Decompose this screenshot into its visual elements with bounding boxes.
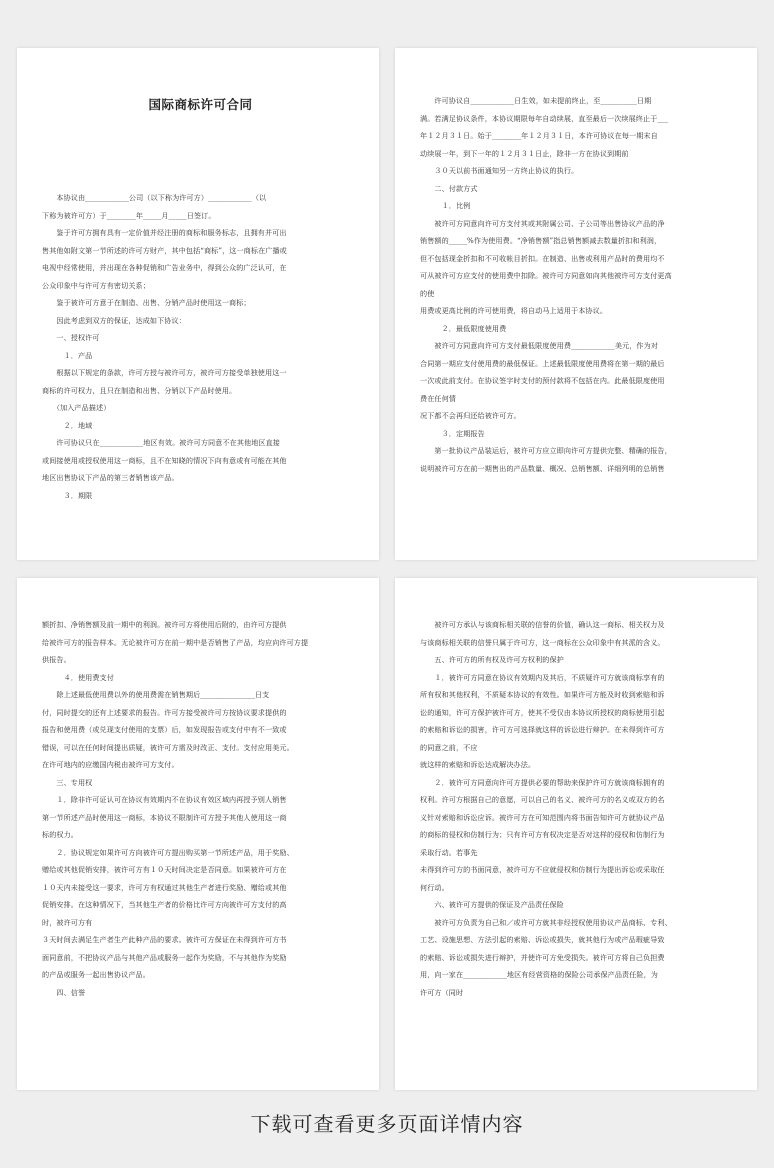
- text-line: ３．期限: [42, 490, 93, 500]
- text-line: 的产品或服务一起出售协议产品。: [42, 970, 150, 979]
- text-line: 第一节所述产品时使用这一商标，本协议不限制许可方授予其他人使用这一商: [42, 812, 287, 822]
- document-page-4: [395, 578, 757, 1090]
- text-line: ２．最低限度使用费: [420, 323, 507, 333]
- text-line: 被许可方同意向许可方支付其或其附属公司、子公司等出售协议产品的净: [420, 218, 665, 228]
- text-line: 工艺、设施思想、方法引起的索赔、诉讼或损失，就其他行为或产品瑕疵导致: [420, 935, 665, 944]
- text-line: 被许可方同意向许可方支付最低限度使用费____________美元，作为对: [420, 341, 658, 350]
- text-line: 的同意之前，不应: [420, 742, 478, 752]
- text-line: 年１２月３１日。始于________年１２月３１日，本许可协议在每一期末自: [420, 131, 658, 140]
- text-line: 的索赔和诉讼的损害，许可方可选择就这样的诉讼进行辩护。在未得到许可方: [420, 725, 665, 734]
- text-line: 或间接使用或授权使用这一商标，且不在知晓的情况下向有意或有可能在其他: [42, 455, 287, 465]
- text-line: ２．协议规定如果许可方向被许可方提出购买第一节所述产品，用于奖励、: [42, 847, 294, 857]
- text-line: 的索赔、诉讼或损失进行辩护，并使许可方免受损失。被许可方将自己负担费: [420, 952, 665, 962]
- text-line: １．除非许可证认可在协议有效期内不在协议有效区域内再授予别人销售: [42, 795, 287, 804]
- text-line: 电视中经常使用，并出现在各种促销和广告业务中，得到公众的广泛认可，在: [42, 263, 287, 272]
- document-title: 国际商标许可合同: [148, 97, 253, 112]
- text-line: 根据以下规定的条款，许可方授与被许可方，被许可方接受单独使用这一: [42, 368, 287, 377]
- text-line: 售其他如附文第一节所述的许可方财产，其中包括“商标”，这一商标在广播或: [42, 245, 287, 255]
- download-more-pages-caption: 下载可查看更多页面详情内容: [250, 1112, 524, 1136]
- text-line: 标的权力。: [42, 830, 78, 839]
- text-line: 被许可方承认与该商标相关联的信誉的价值，确认这一商标、相关权力及: [420, 620, 665, 629]
- text-line: 销售额的_____%作为使用费。“净销售额”指总销售额减去数量折扣和利润，: [420, 236, 662, 245]
- text-line: １．被许可方同意在协议有效期内及其后，不质疑许可方就该商标享有的: [420, 672, 665, 682]
- text-line: 用，向一家在____________地区有经营资格的保险公司承保产品责任险，为: [420, 970, 658, 979]
- document-page-2: [395, 48, 757, 560]
- text-line: 本协议由____________公司（以下称为许可方）____________（以: [42, 193, 267, 202]
- text-line: 就这样的索赔和诉讼达成解决办法。: [420, 760, 536, 769]
- text-line: 额折扣、净销售额及前一期中的利润。被许可方将使用后附的，由许可方提供: [42, 620, 287, 629]
- text-line: 的使: [420, 288, 435, 298]
- text-line: 下称为被许可方）于________年_____月_____日签订。: [42, 210, 216, 220]
- text-line: 第一批协议产品装运后，被许可方应立即向许可方提供完整、精确的报告，: [420, 446, 672, 455]
- text-line: ３０天以前书面通知另一方终止协议的执行。: [420, 166, 579, 175]
- text-line: 六、被许可方提供的保证及产品责任保险: [420, 900, 564, 909]
- document-page-1: [17, 48, 379, 560]
- text-line: 被许可方负责为自己和／或许可方就其非经授权使用协议产品商标、专利、: [420, 917, 672, 927]
- text-line: 许可方（同时: [420, 987, 464, 997]
- text-line: 赠给或其他促销安排，被许可方有１０天时间决定是否同意。如果被许可方在: [42, 865, 287, 874]
- page-2-body: [420, 92, 737, 477]
- text-line: 用费或更高比例的许可使用费，将自动马上适用于本协议。: [420, 306, 608, 315]
- page-3-body: [42, 616, 359, 1001]
- text-line: 公众印象中与许可方有密切关系；: [42, 280, 150, 290]
- text-line: １．比例: [420, 201, 471, 210]
- page-4-body: [420, 616, 737, 1001]
- text-line: 况下都不会再归还给被许可方。: [420, 411, 521, 420]
- text-line: 错误，可以在任何时间提出质疑，被许可方需及时改正、支付。支付应用美元。: [42, 742, 294, 752]
- text-line: 付，同时提交的还有上述要求的报告。许可方接受被许可方按协议要求提供的: [42, 707, 287, 717]
- text-line: 一次或此前支付。在协议签字时支付的预付款将不包括在内。此最低限度使用: [420, 376, 665, 385]
- text-line: 未得到许可方的书面同意，被许可方不应就侵权和仿制行为提出诉讼或采取任: [420, 865, 665, 874]
- page-1-body: [42, 189, 359, 504]
- text-line: 四、信誉: [42, 987, 86, 997]
- text-line: 何行动。: [420, 882, 449, 892]
- text-line: 但不包括现金折扣和不可收帐目折扣。在制造、出售或利用产品时的费用均不: [420, 253, 665, 263]
- text-line: 地区出售协议下产品的第三者销售该产品。: [42, 473, 179, 482]
- text-line: 给被许可方的报告样本。无论被许可方在前一期中是否销售了产品，均应向许可方提: [42, 637, 309, 647]
- text-line: 权利。许可方根据自己的意愿，可以自己的名义、被许可方的名义或双方的名: [420, 795, 665, 804]
- text-line: 二、付款方式: [420, 183, 478, 193]
- text-line: １．产品: [42, 350, 93, 360]
- document-page-3: [17, 578, 379, 1090]
- text-line: 合同第一期应支付使用费的最低保证。上述最低限度使用费将在第一期的最后: [420, 358, 665, 368]
- text-line: 一、授权许可: [42, 333, 100, 342]
- text-line: １０天内未接受这一要求，许可方有权通过其他生产者进行奖励、赠给或其他: [42, 882, 287, 892]
- text-line: 时，被许可方有: [42, 917, 93, 927]
- text-line: 的商标的侵权和仿制行为；只有许可方有权决定是否对这样的侵权和仿制行为: [420, 830, 665, 839]
- text-line: 说明被许可方在前一期售出的产品数量、概况、总销售额、详细列明的总销售: [420, 463, 665, 473]
- text-line: 可从被许可方应支付的使用费中扣除。被许可方同意如向其他被许可方支付更高: [420, 271, 672, 280]
- text-line: 鉴于被许可方意于在制造、出售、分销产品时使用这一商标；: [42, 298, 251, 307]
- text-line: ２．被许可方同意向许可方提供必要的帮助来保护许可方就该商标拥有的: [420, 777, 665, 787]
- text-line: ３天时间去满足生产者生产此种产品的要求。被许可方保证在未得到许可方书: [42, 935, 287, 944]
- text-line: 促销安排。在这种情况下，当其他生产者的价格比许可方向被许可方支付的高: [42, 900, 287, 909]
- text-line: 费在任何情: [420, 393, 456, 403]
- text-line: 动续展一年，到下一年的１２月３１日止，除非一方在协议到期前: [420, 148, 629, 158]
- text-line: 报告和使用费（或兑现支付使用的支票）后，如发现报告或支付中有不一致或: [42, 725, 287, 734]
- text-line: 面同意前，不把协议产品与其他产品或服务一起作为奖励，不与其他作为奖励: [42, 952, 287, 962]
- text-line: 许可协议自____________日生效，如未提前终止，至__________日期: [420, 96, 652, 105]
- text-line: 满。若满足协议条件，本协议期限每年自动续展，直至最后一次续展终止于___: [420, 113, 669, 123]
- text-line: 采取行动。若事先: [420, 847, 478, 857]
- text-line: 许可协议只在____________地区有效。被许可方同意不在其他地区直接: [42, 438, 280, 447]
- text-line: 供报告。: [42, 655, 71, 664]
- text-line: ３．定期报告: [420, 428, 485, 438]
- text-line: 三、专用权: [42, 777, 93, 787]
- text-line: 商标的许可权力，且只在制造和出售、分销以下产品时使用。: [42, 385, 237, 395]
- text-line: 在许可地内的应缴国内税由被许可方支付。: [42, 760, 179, 769]
- text-line: 除上述最低使用费以外的使用费需在销售期后_______________日支: [42, 690, 270, 699]
- text-line: ４．使用费支付: [42, 672, 114, 682]
- text-line: 鉴于许可方拥有具有一定价值并经注册的商标和服务标志，且拥有并可出: [42, 228, 287, 237]
- text-line: 与该商标相关联的信誉只属于许可方，这一商标在公众印象中有其派的含义。: [420, 637, 665, 647]
- text-line: 五、许可方的所有权及许可方权利的保护: [420, 655, 564, 664]
- text-line: 所有权和其他权利，不质疑本协议的有效性。如果许可方能及时收到索赔和诉: [420, 690, 665, 699]
- text-line: ２．地域: [42, 420, 93, 430]
- text-line: 因此考虑到双方的保证，达成如下协议：: [42, 315, 186, 325]
- text-line: 讼的通知，许可方保护被许可方，使其不受仅由本协议所授权的商标使用引起: [420, 707, 665, 717]
- text-line: （加入产品描述）: [42, 403, 111, 412]
- text-line: 义针对索赔和诉讼应诉。被许可方在可知范围内将书面告知许可方就协议产品: [420, 812, 665, 822]
